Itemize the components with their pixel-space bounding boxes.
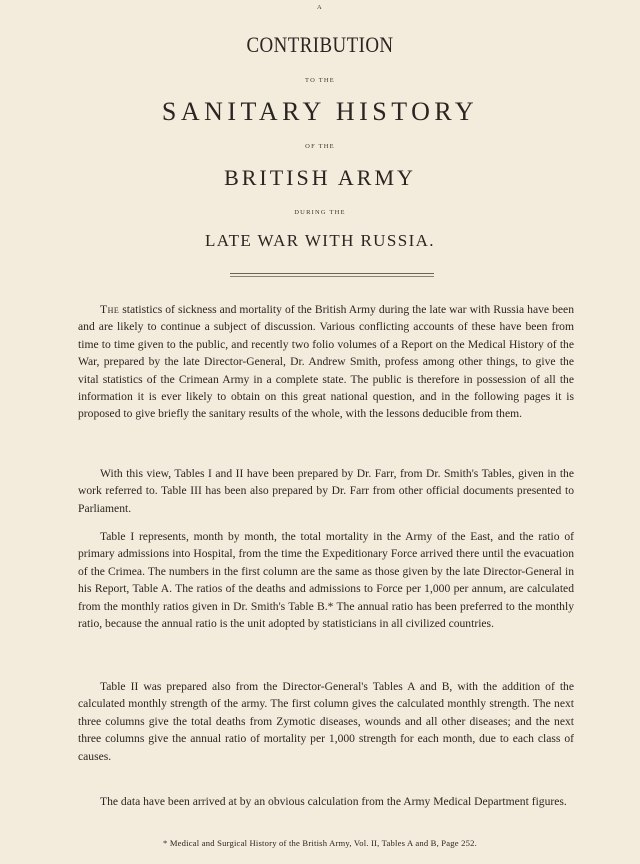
title-late-war: LATE WAR WITH RUSSIA. xyxy=(205,231,435,250)
title-divider xyxy=(230,273,434,274)
heading-to-the: TO THE xyxy=(305,77,335,84)
title-divider-lower xyxy=(230,276,434,277)
paragraph-2: With this view, Tables I and II have been prepared by Dr. Farr, from Dr. Smith's Tables, given in the work referred to. Table III has been also prepared by Dr. Farr from other official documents presented to Parliament. xyxy=(78,467,574,515)
paragraph-4: Table II was prepared also from the Director-General's Tables A and B, with the addition of the calculated monthly strength of the army. The first column gives the calculated monthly strength. The next three columns give the total deaths from Zymotic diseases, wounds and all other diseases; and the next three columns give the annual ratio of mortality per 1,000 strength for each month, due to each class of causes. xyxy=(78,680,574,763)
paragraph-3: Table I represents, month by month, the total mortality in the Army of the East, and the ratio of primary admissions into Hospital, from the time the Expeditionary Force arrived there until the evacuation of the Crimea. The numbers in the first column are the same as those given by the late Director-General in his Report, Table A. The ratios of the deaths and admissions to Force per 1,000 per annum, are calculated from the monthly ratios given in Dr. Smith's Table B.* The annual ratio has been preferred to the monthly ratio, because the annual ratio is the unit adopted by statisticians in all civilized countries. xyxy=(78,530,574,631)
heading-during-the: DURING THE xyxy=(294,209,346,216)
title-contribution: CONTRIBUTION xyxy=(246,32,394,57)
title-british-army: BRITISH ARMY xyxy=(224,165,416,190)
footnote: * Medical and Surgical History of the British Army, Vol. II, Tables A and B, Page 252. xyxy=(162,838,477,848)
paragraph-1-text: statistics of sickness and mortality of the British Army during the late war with Russia have been and are likely to continue a subject of discussion. Various conflicting accounts of these have been from time to time given to the public, and recently two folio volumes of a Report on the Medical History of the War, prepared by the late Director-General, Dr. Andrew Smith, profess among other things, to give the vital statistics of the Crimean Army in a complete state. The public is therefore in possession of all the information it is ever likely to obtain on this great national question, and in the following pages it is proposed to give briefly the sanitary results of the whole, with the lessons deducible from them. xyxy=(78,303,574,421)
heading-of-the: OF THE xyxy=(305,143,335,150)
paragraph-1 xyxy=(78,301,574,423)
heading-a: A xyxy=(317,4,323,11)
paragraph-5: The data have been arrived at by an obvious calculation from the Army Medical Department figures. xyxy=(100,795,567,808)
paragraph-1-lead: The xyxy=(100,303,120,316)
title-sanitary-history: SANITARY HISTORY xyxy=(161,97,479,126)
